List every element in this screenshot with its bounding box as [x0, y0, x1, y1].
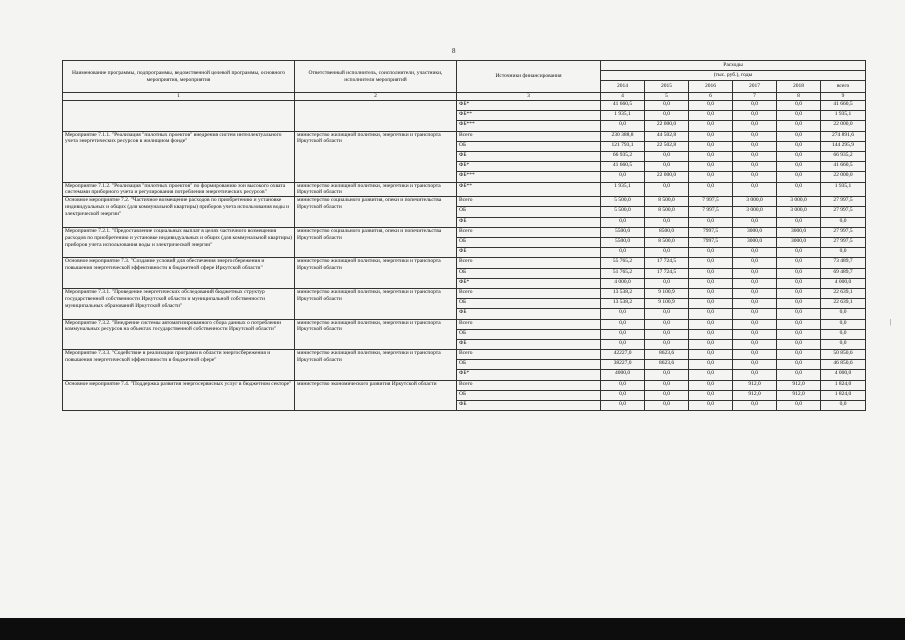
funding-source: Всего — [457, 288, 601, 298]
amount-cell: 0,0 — [733, 299, 777, 309]
table-row — [63, 197, 866, 207]
header-year: 2017 — [733, 81, 777, 93]
amount-cell: 121 793,1 — [601, 141, 645, 151]
funding-source: ФБ*** — [457, 121, 601, 131]
amount-cell: 73 489,7 — [821, 258, 866, 268]
amount-cell: 41 660,5 — [601, 162, 645, 172]
amount-cell: 0,0 — [689, 141, 733, 151]
amount-cell: 0,0 — [777, 350, 821, 360]
amount-cell: 0,0 — [601, 380, 645, 390]
funding-source: ОБ — [457, 141, 601, 151]
amount-cell: 5 500,0 — [601, 207, 645, 217]
amount-cell: 1 935,1 — [601, 182, 645, 197]
amount-cell: 0,0 — [777, 329, 821, 339]
table-row — [63, 131, 866, 141]
amount-cell: 0,0 — [645, 390, 689, 400]
amount-cell: 27 997,5 — [821, 197, 866, 207]
amount-cell: 0,0 — [689, 258, 733, 268]
measure-name: Мероприятие 7.1.2. "Реализация "пилотных проектов" по формированию зон высокого охвата системами приборного учета и регулирования потребления энергетических ресурсов" — [63, 182, 295, 197]
amount-cell: 0,0 — [645, 329, 689, 339]
amount-cell: 144 295,9 — [821, 141, 866, 151]
amount-cell: 0,0 — [777, 401, 821, 411]
amount-cell: 0,0 — [777, 121, 821, 131]
measure-name: Основное мероприятие 7.3. "Создание условий для обеспечения энергосбережения и повышения энергетической эффективности в бюджетной сфере Иркутской области" — [63, 258, 295, 289]
amount-cell: 0,0 — [689, 401, 733, 411]
table-row — [63, 258, 866, 268]
header-year: всего — [821, 81, 866, 93]
amount-cell: 0,0 — [777, 151, 821, 161]
amount-cell: 0,0 — [689, 390, 733, 400]
amount-cell: 27 997,5 — [821, 238, 866, 248]
amount-cell: 1 935,1 — [601, 111, 645, 121]
amount-cell: 3 000,0 — [733, 197, 777, 207]
amount-cell: 0,0 — [733, 217, 777, 227]
amount-cell: 0,0 — [601, 390, 645, 400]
amount-cell: 66 935,2 — [821, 151, 866, 161]
amount-cell: 0,0 — [733, 151, 777, 161]
amount-cell: 0,0 — [777, 101, 821, 111]
measure-executor: министерство жилищной политики, энергетики и транспорта Иркутской области — [295, 258, 457, 289]
header-executor: Ответственный исполнитель, соисполнители, участники, исполнители мероприятий — [295, 61, 457, 93]
header-year: 2015 — [645, 81, 689, 93]
amount-cell: 0,0 — [733, 141, 777, 151]
amount-cell: 0,0 — [689, 278, 733, 288]
amount-cell: 912,0 — [777, 380, 821, 390]
amount-cell: 8623,6 — [645, 350, 689, 360]
funding-source: ФБ** — [457, 111, 601, 121]
measure-executor: министерство социального развития, опеки и попечительства Иркутской области — [295, 227, 457, 258]
amount-cell: 0,0 — [733, 288, 777, 298]
measure-executor: министерство жилищной политики, энергетики и транспорта Иркутской области — [295, 182, 457, 197]
amount-cell: 0,0 — [733, 162, 777, 172]
amount-cell: 4 000,0 — [821, 370, 866, 380]
amount-cell: 0,0 — [733, 278, 777, 288]
amount-cell: 4000,0 — [601, 370, 645, 380]
measure-name — [63, 101, 295, 132]
header-year: 2018 — [777, 81, 821, 93]
amount-cell: 0,0 — [645, 319, 689, 329]
header-expenses: Расходы — [601, 61, 866, 71]
funding-source: ОБ — [457, 268, 601, 278]
scan-border — [0, 618, 905, 640]
funding-source: ФБ — [457, 217, 601, 227]
amount-cell: 5500,0 — [601, 238, 645, 248]
amount-cell: 0,0 — [777, 339, 821, 349]
measure-name: Мероприятие 7.3.3. "Содействие в реализации программ в области энергосбережения и повышения энергетической эффективности в бюджетной сфере" — [63, 350, 295, 381]
column-index: 3 — [457, 93, 601, 101]
amount-cell: 8500,0 — [645, 227, 689, 237]
amount-cell: 8 500,0 — [645, 207, 689, 217]
funding-source: Всего — [457, 258, 601, 268]
amount-cell: 0,0 — [733, 172, 777, 182]
amount-cell: 22 639,1 — [821, 288, 866, 298]
amount-cell: 0,0 — [601, 248, 645, 258]
funding-source: Всего — [457, 197, 601, 207]
amount-cell: 7 997,5 — [689, 207, 733, 217]
amount-cell: 0,0 — [777, 319, 821, 329]
table-row — [63, 227, 866, 237]
funding-source: Всего — [457, 319, 601, 329]
amount-cell: 0,0 — [645, 370, 689, 380]
amount-cell: 0,0 — [777, 248, 821, 258]
funding-source: Всего — [457, 227, 601, 237]
amount-cell: 22 502,8 — [645, 141, 689, 151]
amount-cell: 0,0 — [689, 121, 733, 131]
table-header — [63, 61, 866, 101]
column-index: 9 — [821, 93, 866, 101]
table-row — [63, 350, 866, 360]
funding-source: Всего — [457, 350, 601, 360]
amount-cell: 0,0 — [689, 248, 733, 258]
amount-cell: 0,0 — [733, 401, 777, 411]
amount-cell: 50 850,6 — [821, 350, 866, 360]
side-mark: | — [890, 318, 892, 326]
amount-cell: 46 850,6 — [821, 360, 866, 370]
amount-cell: 0,0 — [777, 172, 821, 182]
table-row — [63, 182, 866, 197]
amount-cell: 0,0 — [689, 350, 733, 360]
amount-cell: 0,0 — [689, 380, 733, 390]
amount-cell: 0,0 — [733, 339, 777, 349]
amount-cell: 0,0 — [821, 319, 866, 329]
amount-cell: 44 502,8 — [645, 131, 689, 141]
measure-executor: министерство экономического развития Иркутской области — [295, 380, 457, 411]
amount-cell: 0,0 — [689, 360, 733, 370]
amount-cell: 0,0 — [645, 309, 689, 319]
amount-cell: 0,0 — [821, 329, 866, 339]
amount-cell: 0,0 — [601, 121, 645, 131]
amount-cell: 0,0 — [733, 319, 777, 329]
column-index: 6 — [689, 93, 733, 101]
measure-name: Мероприятие 7.3.2. "Внедрение системы автоматизированного сбора данных о потреблении коммунальных ресурсов на объектах государственной собственности Иркутской области" — [63, 319, 295, 350]
amount-cell: 0,0 — [689, 182, 733, 197]
amount-cell: 0,0 — [777, 370, 821, 380]
measure-name: Мероприятие 7.1.1. "Реализация "пилотных проектов" внедрения систем интеллектуального учета энергетических ресурсов в жилищном фонде" — [63, 131, 295, 182]
amount-cell: 0,0 — [601, 217, 645, 227]
amount-cell: 0,0 — [777, 268, 821, 278]
amount-cell: 0,0 — [645, 182, 689, 197]
amount-cell: 912,0 — [733, 390, 777, 400]
amount-cell: 3 000,0 — [777, 197, 821, 207]
amount-cell: 0,0 — [733, 248, 777, 258]
amount-cell: 0,0 — [689, 309, 733, 319]
amount-cell: 0,0 — [733, 268, 777, 278]
amount-cell: 3 000,0 — [777, 207, 821, 217]
amount-cell: 66 935,2 — [601, 151, 645, 161]
amount-cell: 0,0 — [601, 172, 645, 182]
amount-cell: 4 000,0 — [601, 278, 645, 288]
amount-cell: 0,0 — [733, 370, 777, 380]
amount-cell: 3000,0 — [777, 227, 821, 237]
amount-cell: 0,0 — [733, 360, 777, 370]
measure-name: Основное мероприятие 7.4. "Поддержка развития энергосервисных услуг в бюджетном секторе" — [63, 380, 295, 411]
amount-cell: 0,0 — [821, 339, 866, 349]
column-index: 2 — [295, 93, 457, 101]
amount-cell: 1 935,1 — [821, 182, 866, 197]
amount-cell: 0,0 — [645, 248, 689, 258]
amount-cell: 0,0 — [821, 309, 866, 319]
measure-executor: министерство социального развития, опеки и попечительства Иркутской области — [295, 197, 457, 228]
measure-executor: министерство жилищной политики, энергетики и транспорта Иркутской области — [295, 319, 457, 350]
amount-cell: 0,0 — [777, 360, 821, 370]
amount-cell: 27 997,5 — [821, 207, 866, 217]
amount-cell: 0,0 — [689, 162, 733, 172]
amount-cell: 0,0 — [689, 101, 733, 111]
amount-cell: 7 997,5 — [689, 197, 733, 207]
amount-cell: 4 000,0 — [821, 278, 866, 288]
amount-cell: 0,0 — [777, 111, 821, 121]
amount-cell: 274 891,6 — [821, 131, 866, 141]
amount-cell: 0,0 — [689, 151, 733, 161]
header-source: Источники финансирования — [457, 61, 601, 93]
header-year: 2016 — [689, 81, 733, 93]
amount-cell: 0,0 — [777, 309, 821, 319]
funding-source: ФБ* — [457, 278, 601, 288]
amount-cell: 3000,0 — [777, 238, 821, 248]
amount-cell: 51 765,2 — [601, 268, 645, 278]
amount-cell: 41 660,5 — [821, 101, 866, 111]
funding-source: ФБ — [457, 151, 601, 161]
amount-cell: 0,0 — [601, 339, 645, 349]
amount-cell: 8 500,0 — [645, 238, 689, 248]
measure-name: Мероприятие 7.3.1. "Проведение энергетических обследований бюджетных структур государственной собственности Иркутской области и муниципальной собственности муниципальных образований Иркутской области" — [63, 288, 295, 319]
amount-cell: 0,0 — [601, 329, 645, 339]
amount-cell: 0,0 — [645, 401, 689, 411]
amount-cell: 0,0 — [689, 329, 733, 339]
amount-cell: 0,0 — [777, 278, 821, 288]
amount-cell: 0,0 — [733, 350, 777, 360]
amount-cell: 0,0 — [777, 162, 821, 172]
amount-cell: 0,0 — [821, 401, 866, 411]
amount-cell: 912,0 — [777, 390, 821, 400]
amount-cell: 0,0 — [645, 111, 689, 121]
amount-cell: 41 660,5 — [601, 101, 645, 111]
funding-source: ФБ* — [457, 370, 601, 380]
amount-cell: 0,0 — [777, 141, 821, 151]
funding-source: ОБ — [457, 238, 601, 248]
amount-cell: 0,0 — [733, 329, 777, 339]
funding-source: ОБ — [457, 360, 601, 370]
amount-cell: 0,0 — [689, 299, 733, 309]
amount-cell: 17 724,5 — [645, 268, 689, 278]
amount-cell: 0,0 — [601, 309, 645, 319]
amount-cell: 0,0 — [689, 288, 733, 298]
table-row — [63, 288, 866, 298]
table-row — [63, 380, 866, 390]
amount-cell: 3 000,0 — [733, 207, 777, 217]
amount-cell: 0,0 — [821, 217, 866, 227]
amount-cell: 0,0 — [689, 370, 733, 380]
column-index: 7 — [733, 93, 777, 101]
funding-source: ФБ** — [457, 182, 601, 197]
amount-cell: 22 000,0 — [821, 121, 866, 131]
amount-cell: 0,0 — [689, 172, 733, 182]
measure-name: Мероприятие 7.2.1. "Предоставление социальных выплат в целях частичного возмещения расходов по приобретению и установке индивидуальных и общих (для коммунальной квартиры) приборов учета использования воды и электрической энергии" — [63, 227, 295, 258]
measure-executor — [295, 101, 457, 132]
amount-cell: 0,0 — [777, 217, 821, 227]
amount-cell: 17 724,5 — [645, 258, 689, 268]
amount-cell: 8 500,0 — [645, 197, 689, 207]
measure-executor: министерство жилищной политики, энергетики и транспорта Иркутской области — [295, 131, 457, 182]
funding-source: ФБ* — [457, 162, 601, 172]
measure-name: Основное мероприятие 7.2. "Частичное возмещение расходов по приобретению и установке индивидуальных и общих (для коммунальной квартиры) приборов учета использования воды и электрической энергии" — [63, 197, 295, 228]
amount-cell: 0,0 — [689, 268, 733, 278]
amount-cell: 0,0 — [689, 217, 733, 227]
funding-source: ОБ — [457, 329, 601, 339]
funding-source: ОБ — [457, 207, 601, 217]
amount-cell: 1 824,0 — [821, 390, 866, 400]
amount-cell: 1 824,0 — [821, 380, 866, 390]
amount-cell: 5500,0 — [601, 227, 645, 237]
header-name: Наименование программы, подпрограммы, ведомственной целевой программы, основного мероприятия, мероприятия — [63, 61, 295, 93]
amount-cell: 22 000,0 — [821, 172, 866, 182]
amount-cell: 0,0 — [645, 162, 689, 172]
amount-cell: 0,0 — [733, 101, 777, 111]
amount-cell: 0,0 — [645, 151, 689, 161]
amount-cell: 0,0 — [777, 299, 821, 309]
amount-cell: 5 500,0 — [601, 197, 645, 207]
amount-cell: 42227,0 — [601, 350, 645, 360]
funding-source: Всего — [457, 131, 601, 141]
amount-cell: 0,0 — [733, 309, 777, 319]
amount-cell: 0,0 — [645, 278, 689, 288]
amount-cell: 69 489,7 — [821, 268, 866, 278]
funding-source: ФБ — [457, 309, 601, 319]
amount-cell: 0,0 — [645, 380, 689, 390]
amount-cell: 0,0 — [733, 111, 777, 121]
funding-source: ФБ*** — [457, 172, 601, 182]
amount-cell: 7997,5 — [689, 227, 733, 237]
column-index: 4 — [601, 93, 645, 101]
amount-cell: 22 639,1 — [821, 299, 866, 309]
amount-cell: 0,0 — [777, 182, 821, 197]
amount-cell: 0,0 — [689, 111, 733, 121]
amount-cell: 7997,5 — [689, 238, 733, 248]
amount-cell: 0,0 — [733, 131, 777, 141]
amount-cell: 0,0 — [733, 182, 777, 197]
amount-cell: 0,0 — [601, 319, 645, 329]
funding-source: ФБ — [457, 401, 601, 411]
amount-cell: 230 388,8 — [601, 131, 645, 141]
amount-cell: 0,0 — [645, 217, 689, 227]
amount-cell: 0,0 — [777, 258, 821, 268]
amount-cell: 0,0 — [733, 121, 777, 131]
amount-cell: 0,0 — [601, 401, 645, 411]
measure-executor: министерство жилищной политики, энергетики и транспорта Иркутской области — [295, 288, 457, 319]
funding-source: ОБ — [457, 390, 601, 400]
amount-cell: 27 997,5 — [821, 227, 866, 237]
amount-cell: 0,0 — [689, 319, 733, 329]
amount-cell: 0,0 — [733, 258, 777, 268]
amount-cell: 9 100,9 — [645, 288, 689, 298]
table-body — [63, 101, 866, 411]
amount-cell: 0,0 — [689, 339, 733, 349]
column-index: 1 — [63, 93, 295, 101]
amount-cell: 0,0 — [689, 131, 733, 141]
amount-cell: 41 660,5 — [821, 162, 866, 172]
amount-cell: 3000,0 — [733, 238, 777, 248]
funding-source: Всего — [457, 380, 601, 390]
amount-cell: 9 100,9 — [645, 299, 689, 309]
amount-cell: 0,0 — [777, 288, 821, 298]
amount-cell: 3000,0 — [733, 227, 777, 237]
amount-cell: 8623,6 — [645, 360, 689, 370]
amount-cell: 22 000,0 — [645, 172, 689, 182]
amount-cell: 912,0 — [733, 380, 777, 390]
funding-source: ФБ* — [457, 101, 601, 111]
amount-cell: 22 000,0 — [645, 121, 689, 131]
amount-cell: 38227,0 — [601, 360, 645, 370]
amount-cell: 0,0 — [821, 248, 866, 258]
amount-cell: 13 538,2 — [601, 288, 645, 298]
table-row — [63, 319, 866, 329]
amount-cell: 1 935,1 — [821, 111, 866, 121]
measure-executor: министерство жилищной политики, энергетики и транспорта Иркутской области — [295, 350, 457, 381]
funding-source: ОБ — [457, 299, 601, 309]
funding-source: ФБ — [457, 339, 601, 349]
amount-cell: 0,0 — [645, 101, 689, 111]
amount-cell: 55 765,2 — [601, 258, 645, 268]
budget-table — [62, 60, 866, 411]
amount-cell: 13 538,2 — [601, 299, 645, 309]
column-index: 5 — [645, 93, 689, 101]
header-year: 2014 — [601, 81, 645, 93]
page-number: 8 — [452, 47, 456, 55]
amount-cell: 0,0 — [777, 131, 821, 141]
header-units: (тыс. руб.), годы — [601, 71, 866, 81]
column-index: 8 — [777, 93, 821, 101]
table-row — [63, 101, 866, 111]
amount-cell: 0,0 — [645, 339, 689, 349]
funding-source: ФБ — [457, 248, 601, 258]
